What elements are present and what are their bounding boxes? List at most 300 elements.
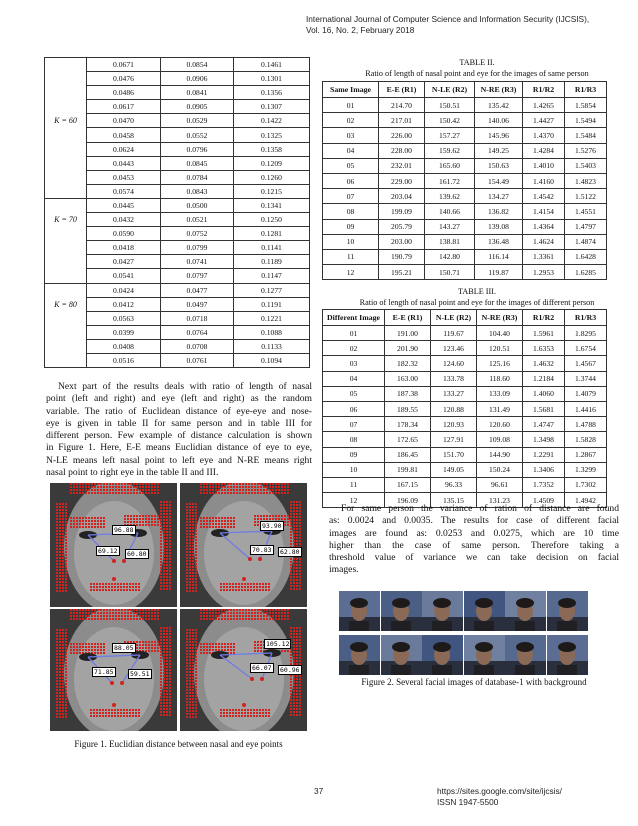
- value-cell: 0.0563: [87, 311, 161, 325]
- table-cell: 03: [323, 356, 385, 371]
- table-cell: 1.6285: [565, 265, 607, 280]
- table2: [322, 81, 607, 280]
- table-cell: 1.5494: [565, 113, 607, 128]
- table-cell: 149.05: [431, 462, 477, 477]
- face-thumbnail: [381, 635, 422, 675]
- value-cell: 0.1141: [234, 241, 310, 255]
- table-cell: 120.93: [431, 417, 477, 432]
- table-cell: 127.91: [431, 432, 477, 447]
- value-cell: 0.1088: [234, 325, 310, 339]
- value-cell: 0.1147: [234, 269, 310, 283]
- table-cell: 1.6754: [565, 341, 607, 356]
- paragraph-line: nasal point to right eye in the table II and III.: [46, 467, 219, 479]
- face-thumbnail: [381, 591, 422, 631]
- table-cell: 09: [323, 219, 379, 234]
- table-cell: 11: [323, 477, 385, 492]
- value-cell: 0.0427: [87, 255, 161, 269]
- table-row: [323, 249, 607, 264]
- table-cell: 1.2953: [523, 265, 565, 280]
- value-cell: 0.0408: [87, 339, 161, 353]
- table-cell: 1.4509: [523, 493, 565, 508]
- table-row: [323, 417, 607, 432]
- column-header: Different Image: [323, 310, 385, 326]
- figure2-caption: Figure 2. Several facial images of database-1 with background: [361, 677, 587, 687]
- paragraph-line: variable. The ratio of Euclidean distance of eye-eye and nose-: [46, 405, 312, 417]
- face-thumbnail: [422, 635, 463, 675]
- value-cell: 0.0764: [161, 325, 234, 339]
- paragraph-line: Next part of the results deals with ratio of length of nasal: [58, 381, 312, 392]
- k-label-cell: [45, 72, 87, 86]
- value-cell: 0.0432: [87, 213, 161, 227]
- value-cell: 0.0521: [161, 213, 234, 227]
- k-label-cell: [45, 170, 87, 184]
- table-cell: 149.25: [475, 143, 523, 158]
- table-cell: 07: [323, 189, 379, 204]
- table-cell: 10: [323, 234, 379, 249]
- k-label-cell: K = 70: [45, 213, 87, 227]
- paragraph-line: N-LE means left nasal point to left eye and N-RE means right: [46, 454, 312, 466]
- table-row: [45, 297, 310, 311]
- value-cell: 0.0399: [87, 325, 161, 339]
- table-cell: 1.5854: [565, 98, 607, 113]
- table-cell: 133.27: [431, 386, 477, 401]
- table-cell: 119.87: [475, 265, 523, 280]
- face-panel: [50, 483, 177, 607]
- table-row: [323, 386, 607, 401]
- column-header: R1/R2: [523, 310, 565, 326]
- distance-label: 70.83: [252, 546, 272, 554]
- table-cell: 205.79: [379, 219, 425, 234]
- table-cell: 189.55: [385, 401, 431, 416]
- value-cell: 0.0486: [87, 86, 161, 100]
- distance-label: 59.51: [130, 670, 150, 678]
- face-panel: [180, 483, 307, 607]
- table-cell: 08: [323, 432, 385, 447]
- table-cell: 186.45: [385, 447, 431, 462]
- table-cell: 133.78: [431, 371, 477, 386]
- paragraph-line: images.: [329, 564, 359, 576]
- distance-label: 88.05: [114, 644, 134, 652]
- table-cell: 139.08: [475, 219, 523, 234]
- table-cell: 1.4370: [523, 128, 565, 143]
- table-cell: 1.3498: [523, 432, 565, 447]
- table-cell: 06: [323, 173, 379, 188]
- table-cell: 10: [323, 462, 385, 477]
- paragraph-line: point (left and right) and eye (left and right) as the random: [46, 393, 312, 405]
- value-cell: 0.1133: [234, 339, 310, 353]
- table3: [322, 309, 607, 508]
- journal-header: [306, 14, 626, 36]
- k-label-cell: [45, 353, 87, 367]
- value-cell: 0.0617: [87, 100, 161, 114]
- face-drawing: [50, 483, 177, 607]
- table-cell: 139.62: [425, 189, 475, 204]
- value-cell: 0.0453: [87, 170, 161, 184]
- table-row: [45, 227, 310, 241]
- distance-label: 60.80: [127, 550, 147, 558]
- table-cell: 217.01: [379, 113, 425, 128]
- table-row: [323, 113, 607, 128]
- k-label-cell: [45, 255, 87, 269]
- paragraph-line: different person. Few example of distance calculation is shown: [46, 430, 312, 442]
- table-row: [323, 143, 607, 158]
- table-cell: 140.06: [475, 113, 523, 128]
- value-cell: 0.1301: [234, 72, 310, 86]
- value-cell: 0.0412: [87, 297, 161, 311]
- value-cell: 0.0906: [161, 72, 234, 86]
- table-cell: 154.49: [475, 173, 523, 188]
- value-cell: 0.1260: [234, 170, 310, 184]
- face-thumbnail: [422, 591, 463, 631]
- table-row: [45, 339, 310, 353]
- table-cell: 1.5276: [565, 143, 607, 158]
- table-cell: 150.63: [475, 158, 523, 173]
- value-cell: 0.0500: [161, 198, 234, 212]
- value-cell: 0.1094: [234, 353, 310, 367]
- k-label-cell: K = 80: [45, 297, 87, 311]
- value-cell: 0.0424: [87, 283, 161, 297]
- table-cell: 133.09: [477, 386, 523, 401]
- table-cell: 1.4427: [523, 113, 565, 128]
- table-cell: 1.8295: [565, 326, 607, 341]
- table-cell: 120.60: [477, 417, 523, 432]
- value-cell: 0.1325: [234, 128, 310, 142]
- table-cell: 04: [323, 143, 379, 158]
- table-cell: 1.7302: [565, 477, 607, 492]
- table-cell: 143.27: [425, 219, 475, 234]
- column-header: E-E (R1): [379, 82, 425, 98]
- table-cell: 109.08: [477, 432, 523, 447]
- value-cell: 0.1221: [234, 311, 310, 325]
- table-cell: 167.15: [385, 477, 431, 492]
- value-cell: 0.0529: [161, 114, 234, 128]
- footer-issn: ISSN 1947-5500: [437, 797, 499, 807]
- table-cell: 05: [323, 386, 385, 401]
- paragraph-line: as: 0.0024 and 0.0035. The results for case of different facial: [329, 515, 619, 527]
- table-cell: 1.6353: [523, 341, 565, 356]
- table-cell: 1.4551: [565, 204, 607, 219]
- table-cell: 165.60: [425, 158, 475, 173]
- value-cell: 0.1250: [234, 213, 310, 227]
- table-row: [45, 58, 310, 72]
- paragraph-line: eye is given in table II for same person and in table III for: [46, 417, 312, 429]
- table-cell: 191.00: [385, 326, 431, 341]
- k-label-cell: [45, 156, 87, 170]
- k-label-cell: [45, 100, 87, 114]
- table-row: [323, 219, 607, 234]
- table-cell: 1.4265: [523, 98, 565, 113]
- table-cell: 1.5122: [565, 189, 607, 204]
- table-cell: 140.66: [425, 204, 475, 219]
- table-cell: 02: [323, 113, 379, 128]
- column-header: N-LE (R2): [425, 82, 475, 98]
- k-label-cell: [45, 58, 87, 72]
- value-cell: 0.0477: [161, 283, 234, 297]
- column-header: R1/R3: [565, 310, 607, 326]
- face-thumbnail: [505, 635, 546, 675]
- table-row: [45, 241, 310, 255]
- value-cell: 0.0574: [87, 184, 161, 198]
- variance-paragraph: [329, 503, 619, 577]
- value-cell: 0.0841: [161, 86, 234, 100]
- table-row: [323, 326, 607, 341]
- figure1: [50, 483, 307, 731]
- table-cell: 142.80: [425, 249, 475, 264]
- column-header: N-LE (R2): [431, 310, 477, 326]
- value-cell: 0.1341: [234, 198, 310, 212]
- table-cell: 1.4160: [523, 173, 565, 188]
- table-cell: 182.32: [385, 356, 431, 371]
- table-cell: 1.4079: [565, 386, 607, 401]
- table-row: [323, 158, 607, 173]
- column-header: N-RE (R3): [475, 82, 523, 98]
- paragraph-line: in Figure 1. Here, E-E means Euclidian distance of eye to eye,: [46, 442, 312, 454]
- table-row: [323, 447, 607, 462]
- table-cell: 199.81: [385, 462, 431, 477]
- table-row: [323, 356, 607, 371]
- value-cell: 0.0708: [161, 339, 234, 353]
- table-row: [45, 311, 310, 325]
- face-thumbnail: [464, 591, 505, 631]
- table-cell: 02: [323, 341, 385, 356]
- k-label-cell: [45, 128, 87, 142]
- value-cell: 0.0516: [87, 353, 161, 367]
- table-row: [45, 255, 310, 269]
- table-cell: 1.4567: [565, 356, 607, 371]
- table-cell: 232.01: [379, 158, 425, 173]
- table-cell: 12: [323, 493, 385, 508]
- table-cell: 1.4284: [523, 143, 565, 158]
- table-row: [323, 234, 607, 249]
- value-cell: 0.1356: [234, 86, 310, 100]
- k-values-table: [44, 57, 310, 368]
- k-label-cell: [45, 311, 87, 325]
- table2-caption: Ratio of length of nasal point and eye for the images of same person: [365, 69, 589, 78]
- value-cell: 0.0905: [161, 100, 234, 114]
- k-label-cell: [45, 198, 87, 212]
- table-cell: 1.5828: [565, 432, 607, 447]
- table-row: [323, 341, 607, 356]
- table-row: [323, 462, 607, 477]
- table-cell: 1.4060: [523, 386, 565, 401]
- table-row: [45, 170, 310, 184]
- k-label-cell: [45, 325, 87, 339]
- table-row: [45, 213, 310, 227]
- value-cell: 0.0552: [161, 128, 234, 142]
- table-row: [45, 198, 310, 212]
- table-cell: 163.00: [385, 371, 431, 386]
- value-cell: 0.1277: [234, 283, 310, 297]
- column-header: Same Image: [323, 82, 379, 98]
- k-label-cell: [45, 227, 87, 241]
- distance-label: 60.96: [280, 666, 300, 674]
- table-cell: 135.42: [475, 98, 523, 113]
- face-thumbnail: [547, 635, 588, 675]
- table-cell: 1.4364: [523, 219, 565, 234]
- footer-url: https://sites.google.com/site/ijcsis/: [437, 786, 562, 796]
- table-cell: 06: [323, 401, 385, 416]
- table-cell: 08: [323, 204, 379, 219]
- table-cell: 1.2867: [565, 447, 607, 462]
- table-row: [45, 283, 310, 297]
- table-cell: 131.49: [477, 401, 523, 416]
- table-cell: 150.42: [425, 113, 475, 128]
- table-cell: 1.3406: [523, 462, 565, 477]
- table-row: [45, 269, 310, 283]
- table-cell: 150.24: [477, 462, 523, 477]
- table-cell: 150.71: [425, 265, 475, 280]
- column-header: E-E (R1): [385, 310, 431, 326]
- table-cell: 12: [323, 265, 379, 280]
- table-cell: 138.81: [425, 234, 475, 249]
- table-row: [323, 189, 607, 204]
- table-cell: 1.4942: [565, 493, 607, 508]
- table-cell: 203.00: [379, 234, 425, 249]
- table-row: [45, 142, 310, 156]
- table-cell: 135.15: [431, 493, 477, 508]
- value-cell: 0.0671: [87, 58, 161, 72]
- table-cell: 1.4542: [523, 189, 565, 204]
- face-thumbnail: [339, 635, 380, 675]
- k-label-cell: [45, 86, 87, 100]
- table-cell: 196.09: [385, 493, 431, 508]
- table-cell: 120.51: [477, 341, 523, 356]
- face-thumbnail: [339, 591, 380, 631]
- table-cell: 1.3744: [565, 371, 607, 386]
- table-cell: 144.90: [477, 447, 523, 462]
- value-cell: 0.0470: [87, 114, 161, 128]
- table-cell: 151.70: [431, 447, 477, 462]
- table-row: [45, 100, 310, 114]
- table-cell: 1.3299: [565, 462, 607, 477]
- table-cell: 1.2291: [523, 447, 565, 462]
- value-cell: 0.0752: [161, 227, 234, 241]
- table-cell: 125.16: [477, 356, 523, 371]
- table-cell: 1.4788: [565, 417, 607, 432]
- table-cell: 172.65: [385, 432, 431, 447]
- table-cell: 136.82: [475, 204, 523, 219]
- journal-issue: Vol. 16, No. 2, February 2018: [306, 25, 415, 35]
- table-row: [45, 114, 310, 128]
- k-label-cell: [45, 241, 87, 255]
- table-cell: 1.3361: [523, 249, 565, 264]
- value-cell: 0.0854: [161, 58, 234, 72]
- value-cell: 0.1422: [234, 114, 310, 128]
- value-cell: 0.0590: [87, 227, 161, 241]
- table-cell: 203.04: [379, 189, 425, 204]
- table-cell: 1.4632: [523, 356, 565, 371]
- face-thumbnail: [547, 591, 588, 631]
- table-cell: 118.60: [477, 371, 523, 386]
- table-cell: 09: [323, 447, 385, 462]
- table-cell: 1.4416: [565, 401, 607, 416]
- value-cell: 0.0784: [161, 170, 234, 184]
- value-cell: 0.0799: [161, 241, 234, 255]
- value-cell: 0.1281: [234, 227, 310, 241]
- table-cell: 1.7352: [523, 477, 565, 492]
- face-thumbnail: [464, 635, 505, 675]
- table-cell: 1.4624: [523, 234, 565, 249]
- distance-label: 62.80: [280, 548, 300, 556]
- table-cell: 1.5403: [565, 158, 607, 173]
- table-row: [323, 432, 607, 447]
- figure2: [339, 587, 588, 675]
- table-row: [323, 371, 607, 386]
- table-cell: 04: [323, 371, 385, 386]
- value-cell: 0.1215: [234, 184, 310, 198]
- table-cell: 187.38: [385, 386, 431, 401]
- table-cell: 161.72: [425, 173, 475, 188]
- k-label-cell: [45, 283, 87, 297]
- value-cell: 0.0845: [161, 156, 234, 170]
- face-thumbnail: [505, 591, 546, 631]
- distance-label: 69.12: [98, 547, 118, 555]
- value-cell: 0.1307: [234, 100, 310, 114]
- table-row: [45, 86, 310, 100]
- table-cell: 124.60: [431, 356, 477, 371]
- face-drawing: [180, 483, 307, 607]
- table-cell: 201.90: [385, 341, 431, 356]
- face-panel: [50, 609, 177, 731]
- table-row: [323, 98, 607, 113]
- table-cell: 134.27: [475, 189, 523, 204]
- table-cell: 195.21: [379, 265, 425, 280]
- table-cell: 03: [323, 128, 379, 143]
- table-cell: 199.09: [379, 204, 425, 219]
- value-cell: 0.0624: [87, 142, 161, 156]
- table-row: [323, 204, 607, 219]
- table-cell: 123.46: [431, 341, 477, 356]
- table-cell: 150.51: [425, 98, 475, 113]
- table3-caption: Ratio of length of nasal point and eye for the images of different person: [359, 298, 595, 307]
- value-cell: 0.0541: [87, 269, 161, 283]
- table-cell: 01: [323, 98, 379, 113]
- distance-label: 66.07: [252, 664, 272, 672]
- value-cell: 0.0443: [87, 156, 161, 170]
- paragraph-line: For same person the variance of ration of distance are found: [341, 503, 619, 514]
- page-number: 37: [314, 786, 324, 796]
- k-label-cell: [45, 269, 87, 283]
- table-row: [45, 128, 310, 142]
- table-cell: 1.5681: [523, 401, 565, 416]
- table-cell: 120.88: [431, 401, 477, 416]
- table-row: [45, 156, 310, 170]
- column-header: R1/R2: [523, 82, 565, 98]
- value-cell: 0.0476: [87, 72, 161, 86]
- paragraph-line: images are found as: 0.0253 and 0.0275, which are 10 time: [329, 527, 619, 539]
- value-cell: 0.0741: [161, 255, 234, 269]
- table-cell: 1.5484: [565, 128, 607, 143]
- table-row: [323, 401, 607, 416]
- value-cell: 0.1358: [234, 142, 310, 156]
- value-cell: 0.0458: [87, 128, 161, 142]
- value-cell: 0.1461: [234, 58, 310, 72]
- table2-label: TABLE II.: [459, 58, 495, 67]
- table-cell: 228.00: [379, 143, 425, 158]
- table-cell: 1.4747: [523, 417, 565, 432]
- table-cell: 11: [323, 249, 379, 264]
- value-cell: 0.1209: [234, 156, 310, 170]
- table-cell: 1.2184: [523, 371, 565, 386]
- table-row: [45, 353, 310, 367]
- table-row: [45, 184, 310, 198]
- paragraph-line: higher than the case of same person. Therefore taking a: [329, 539, 619, 551]
- table-cell: 1.4797: [565, 219, 607, 234]
- table-cell: 145.96: [475, 128, 523, 143]
- table-cell: 116.14: [475, 249, 523, 264]
- table-row: [323, 173, 607, 188]
- value-cell: 0.0497: [161, 297, 234, 311]
